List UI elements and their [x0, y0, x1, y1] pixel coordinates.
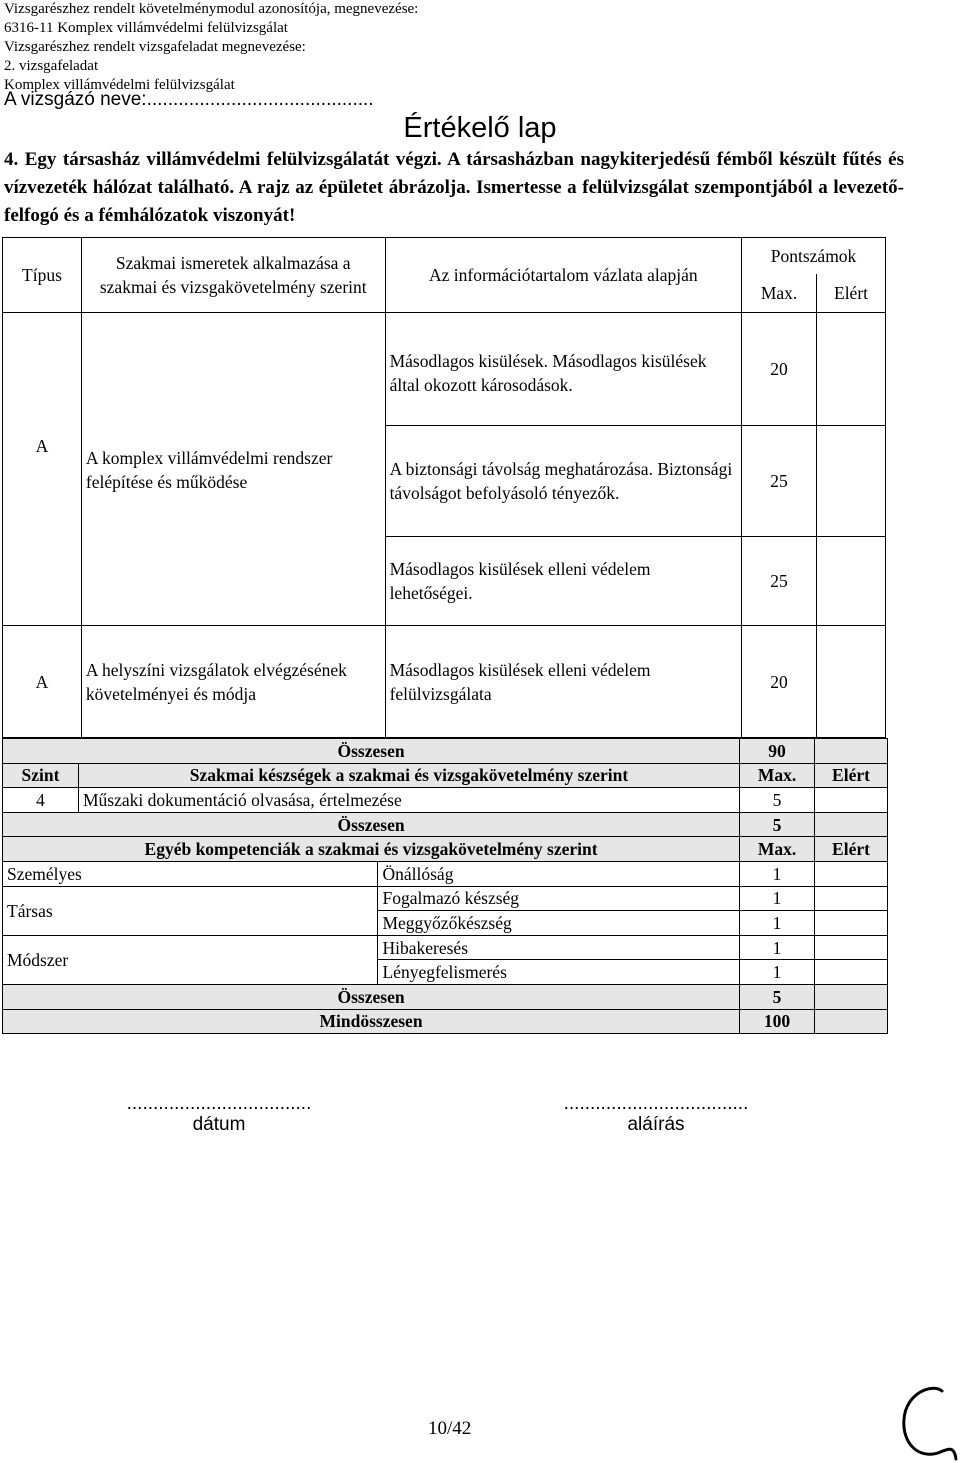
signature-dots: ...................................: [563, 1093, 749, 1114]
subtotal-label: Összesen: [3, 739, 740, 764]
row3-szakmai: [81, 537, 385, 626]
header-tipus: Típus: [3, 238, 82, 313]
page-number: 10/42: [428, 1418, 472, 1439]
subtotal2-value: 5: [740, 812, 815, 837]
header-elert-2: Elért: [815, 763, 888, 788]
skill-muszaki: Műszaki dokumentáció olvasása, értelmezése: [78, 788, 739, 813]
skill-level: 4: [3, 788, 79, 813]
grand-total-elert: [815, 1009, 888, 1034]
skill-muszaki-elert: [815, 788, 888, 813]
header-info: Az információtartalom vázlata alapján: [385, 238, 742, 313]
comp-hibakereses-max: 1: [740, 935, 815, 960]
row2-tipus: A: [3, 426, 82, 537]
header-task-label: Vizsgarészhez rendelt vizsgafeladat megnevezése:: [4, 39, 306, 55]
row1-info: Másodlagos kisülések. Másodlagos kisülések által okozott károsodások.: [385, 313, 742, 426]
comp-fogalmazo-elert: [815, 886, 888, 911]
row3-tipus: [3, 537, 82, 626]
grand-total-label: Mindösszesen: [3, 1009, 740, 1034]
row3-max: 25: [742, 537, 817, 626]
skills-table: [2, 738, 888, 1034]
header-szakmai-keszsegek: Szakmai készségek a szakmai és vizsgakövetelmény szerint: [78, 763, 739, 788]
comp-szemelyes: Személyes: [3, 861, 378, 886]
subtotal3-elert: [815, 984, 888, 1009]
header-task-name: Komplex villámvédelmi felülvizsgálat: [4, 77, 235, 93]
subtotal3-value: 5: [740, 984, 815, 1009]
header-max-3: Max.: [740, 837, 815, 862]
header-elert-3: Elért: [815, 837, 888, 862]
header-szakmai: Szakmai ismeretek alkalmazása a szakmai és vizsgakövetelmény szerint: [81, 238, 385, 313]
row4-szakmai: A helyszíni vizsgálatok elvégzésének követelményei és módja: [81, 626, 385, 738]
comp-onallosag-elert: [815, 861, 888, 886]
row2-max: 25: [742, 426, 817, 537]
row3-elert: [817, 537, 886, 626]
comp-hibakereses-elert: [815, 935, 888, 960]
grand-total-value: 100: [740, 1009, 815, 1034]
row4-elert: [817, 626, 886, 738]
comp-fogalmazo-max: 1: [740, 886, 815, 911]
page-title: Értékelő lap: [403, 112, 557, 144]
header-max: Max.: [742, 274, 817, 313]
handwritten-initial: [898, 1385, 958, 1463]
row1-max: 20: [742, 313, 817, 426]
row4-tipus: A: [3, 626, 82, 738]
comp-onallosag-max: 1: [740, 861, 815, 886]
comp-hibakereses: Hibakeresés: [378, 935, 740, 960]
header-elert: Elért: [817, 274, 886, 313]
header-module-label: Vizsgarészhez rendelt követelménymodul azonosítója, megnevezése:: [4, 1, 419, 17]
comp-onallosag: Önállóság: [378, 861, 740, 886]
comp-modszer: Módszer: [3, 935, 378, 984]
date-dots: ...................................: [126, 1093, 312, 1114]
comp-lenyeg-elert: [815, 960, 888, 985]
signature-label: aláírás: [627, 1114, 685, 1135]
comp-tarsas: Társas: [3, 886, 378, 935]
header-task-number: 2. vizsgafeladat: [4, 58, 99, 74]
comp-lenyeg-max: 1: [740, 960, 815, 985]
comp-meggyozo: Meggyőzőkészség: [378, 911, 740, 936]
header-egyeb: Egyéb kompetenciák a szakmai és vizsgakövetelmény szerint: [3, 837, 740, 862]
examinee-name-field: A vizsgázó neve:...........................................: [4, 89, 374, 110]
header-max-2: Max.: [740, 763, 815, 788]
subtotal-elert: [815, 739, 888, 764]
subtotal2-label: Összesen: [3, 812, 740, 837]
row4-info: Másodlagos kisülések elleni védelem felülvizsgálata: [385, 626, 742, 738]
row2-szakmai: A komplex villámvédelmi rendszer felépítése és működése: [81, 426, 385, 537]
header-module-value: 6316-11 Komplex villámvédelmi felülvizsgálat: [4, 20, 288, 36]
row2-elert: [817, 426, 886, 537]
comp-meggyozo-elert: [815, 911, 888, 936]
skill-muszaki-max: 5: [740, 788, 815, 813]
comp-meggyozo-max: 1: [740, 911, 815, 936]
row1-elert: [817, 313, 886, 426]
row4-max: 20: [742, 626, 817, 738]
row1-szakmai: [81, 313, 385, 426]
row1-tipus: [3, 313, 82, 426]
header-szint: Szint: [3, 763, 79, 788]
assessment-table: [2, 237, 886, 738]
row3-info: Másodlagos kisülések elleni védelem lehetőségei.: [385, 537, 742, 626]
comp-lenyeg: Lényegfelismerés: [378, 960, 740, 985]
subtotal-value: 90: [740, 739, 815, 764]
subtotal3-label: Összesen: [3, 984, 740, 1009]
subtotal2-elert: [815, 812, 888, 837]
task-description: 4. Egy társasház villámvédelmi felülvizsgálatát végzi. A társasházban nagykiterjedésű fémből készült fűtés és vízvezeték hálózat található. A rajz az épületet ábrázolja. Ismertesse a felülvizsgálat szempontjából a levezető-felfogó és a fémhálózatok viszonyát!: [4, 149, 904, 226]
row2-info: A biztonsági távolság meghatározása. Biztonsági távolságot befolyásoló tényezők.: [385, 426, 742, 537]
header-pontszamok: Pontszámok: [742, 238, 886, 274]
date-label: dátum: [192, 1114, 246, 1135]
comp-fogalmazo: Fogalmazó készség: [378, 886, 740, 911]
